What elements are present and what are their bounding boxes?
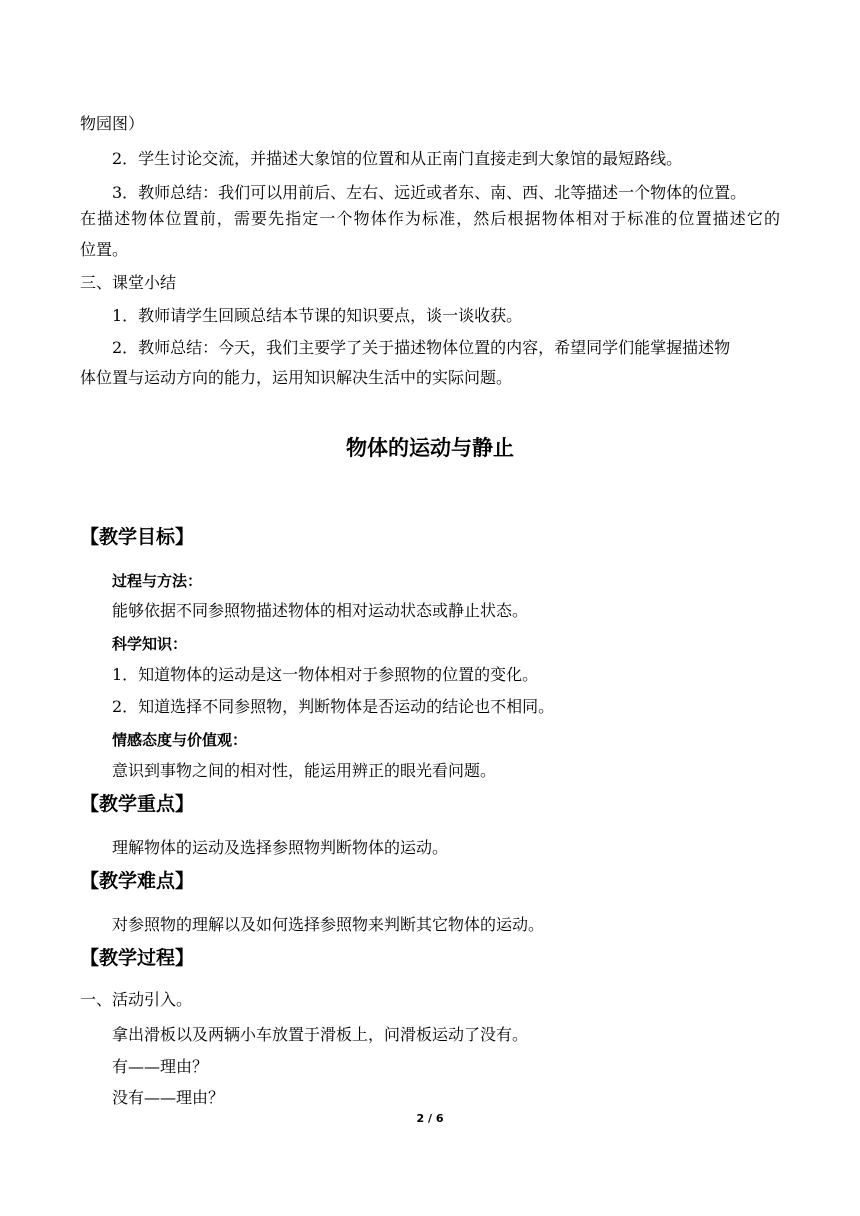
objectives-heading: 【教学目标】 [80, 526, 195, 548]
process-text-2: 有——理由？ [112, 1057, 209, 1076]
knowledge-label: 科学知识： [112, 635, 188, 653]
intro-line-2: 2．学生讨论交流，并描述大象馆的位置和从正南门直接走到大象馆的最短路线。 [112, 149, 683, 168]
key-points-heading: 【教学重点】 [80, 793, 195, 815]
summary-item-2-line-2: 体位置与运动方向的能力，运用知识解决生活中的实际问题。 [80, 368, 513, 387]
summary-item-1: 1．教师请学生回顾总结本节课的知识要点，谈一谈收获。 [112, 306, 523, 325]
knowledge-item-2: 2．知道选择不同参照物，判断物体是否运动的结论也不相同。 [112, 697, 555, 716]
process-step-1: 一、活动引入。 [80, 990, 193, 1009]
intro-line-4: 在描述物体位置前，需要先指定一个物体作为标准，然后根据物体相对于标准的位置描述它的 [80, 209, 780, 228]
lesson-title: 物体的运动与静止 [346, 436, 514, 460]
difficulties-text: 对参照物的理解以及如何选择参照物来判断其它物体的运动。 [112, 915, 545, 934]
summary-heading: 三、课堂小结 [80, 273, 177, 292]
page-number: 2 / 6 [416, 1112, 444, 1125]
intro-line-5: 位置。 [80, 240, 129, 259]
process-text-3: 没有——理由？ [112, 1088, 225, 1107]
knowledge-item-1: 1．知道物体的运动是这一物体相对于参照物的位置的变化。 [112, 665, 539, 684]
teaching-process-heading: 【教学过程】 [80, 947, 195, 969]
attitude-text: 意识到事物之间的相对性，能运用辨正的眼光看问题。 [112, 761, 497, 780]
intro-line-3: 3．教师总结：我们可以用前后、左右、远近或者东、南、西、北等描述一个物体的位置。 [112, 183, 747, 202]
process-method-label: 过程与方法： [112, 572, 203, 590]
key-points-text: 理解物体的运动及选择参照物判断物体的运动。 [112, 838, 449, 857]
intro-line-1: 物园图） [80, 114, 145, 133]
attitude-label: 情感态度与价值观： [112, 731, 248, 749]
summary-item-2-line-1: 2．教师总结：今天，我们主要学了关于描述物体位置的内容，希望同学们能掌握描述物 [112, 338, 731, 357]
process-method-text: 能够依据不同参照物描述物体的相对运动状态或静止状态。 [112, 601, 529, 620]
process-text-1: 拿出滑板以及两辆小车放置于滑板上，问滑板运动了没有。 [112, 1025, 529, 1044]
difficulties-heading: 【教学难点】 [80, 870, 195, 892]
